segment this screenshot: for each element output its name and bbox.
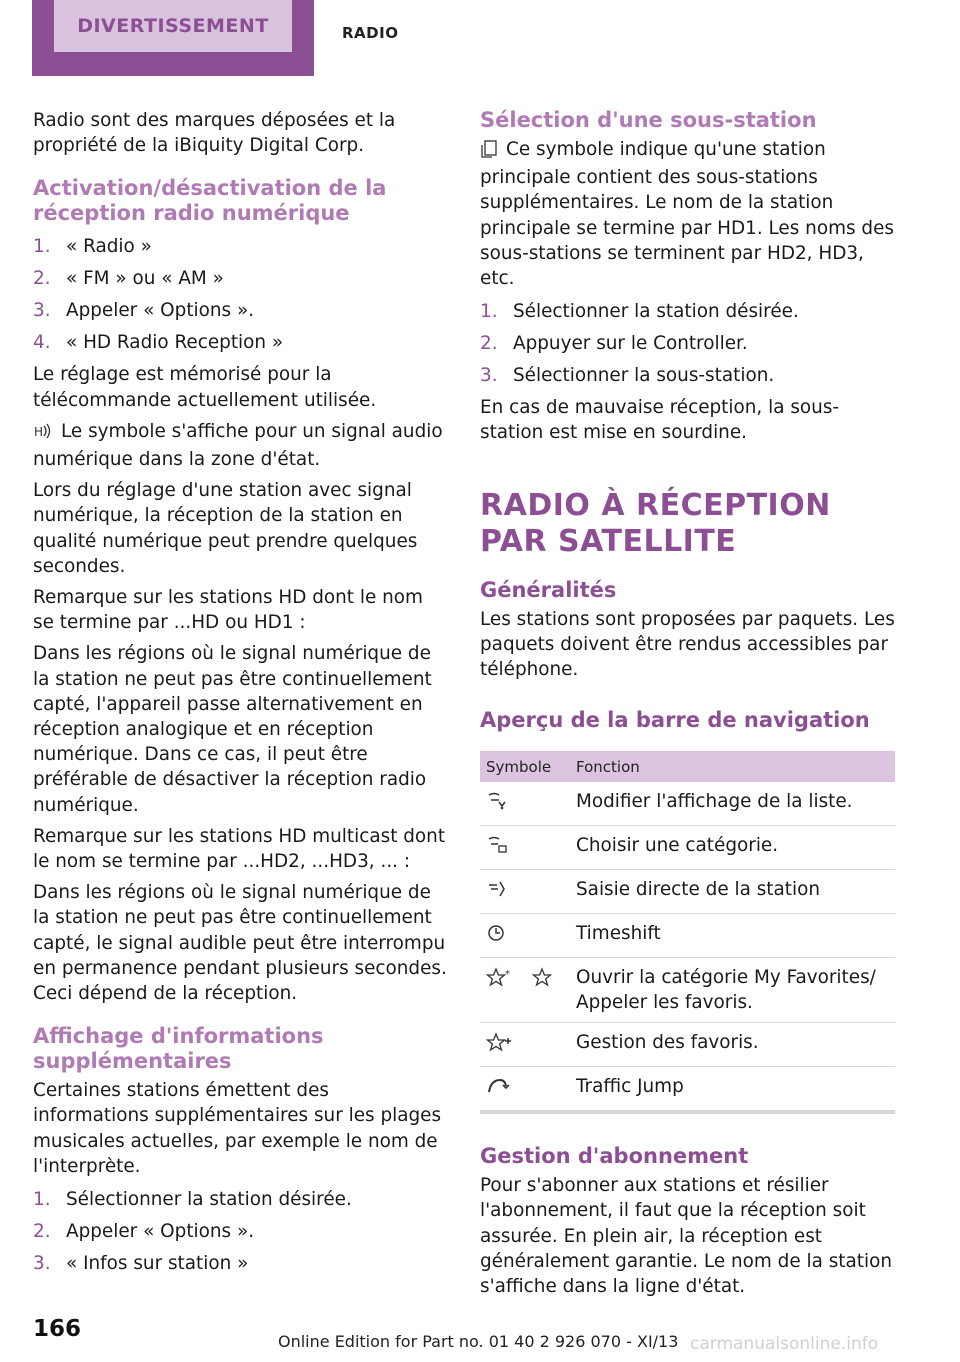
steps-activation [33,234,448,355]
table-header-row [480,751,895,782]
chapter-tab [32,0,314,76]
list-item: 3. « Infos sur station » [33,1253,249,1275]
intro-text: Radio sont des marques déposées et la propriété de la iBiquity Digital Corp. [33,110,396,157]
steps-affichage [33,1187,448,1276]
heading-sous-station: Sélection d'une sous-station [480,108,817,132]
table-row: * Ouvrir la catégorie My Favorites/ Appeler les favoris. [480,958,895,1023]
list-item: 2. « FM » ou « AM » [33,268,224,290]
regions-text-1: Dans les régions où le signal numérique de la station ne peut pas être continuellement capté, l'appareil passe alternativement en réception analogique et en réception numérique. Dans ce cas, il peut être préférable de désactiver la réception radio numérique. [33,643,432,816]
list-item: 4. « HD Radio Reception » [33,332,284,354]
generalites-text: Les stations sont proposées par paquets. Les paquets doivent être rendus accessibles par téléphone. [480,608,895,681]
direct-tune-icon [486,883,508,904]
navigation-table [480,751,895,1114]
heading-satellite: RADIO À RÉCEPTION PAR SATELLITE [480,487,831,559]
remarque-multicast: Remarque sur les stations HD multicast dont le nom se termine par ...HD2, ...HD3, ... : [33,825,446,873]
col-symbole: Symbole [480,751,570,782]
table-row: Timeshift [480,914,895,958]
steps-sous-station [480,299,895,388]
heading-generalites: Généralités [480,577,617,602]
list-item: 3. Sélectionner la sous-station. [480,365,775,387]
table-row: Gestion des favoris. [480,1023,895,1067]
svg-text:H: H [34,424,44,439]
list-item: 2. Appuyer sur le Controller. [480,333,748,355]
regions-text-2: Dans les régions où le signal numérique de la station ne peut pas être continuellement capté, le signal audible peut être interrompu en permanence pendant plusieurs secondes. Ceci dépend de la réception. [33,882,447,1005]
left-column [33,108,448,1283]
list-item: 3. Appeler « Options ». [33,300,255,322]
right-column [480,108,895,1305]
sous-station-paragraph: Ce symbole indique qu'une station principale contient des sous-stations supplémentaires. Le nom de la station principale se termine par HD1. Les noms des sous-stations se terminent par HD2, HD3, etc. [480,139,894,290]
chapter-tab-label: DIVERTISSEMENT [54,0,292,52]
list-item: 1. « Radio » [33,236,152,258]
favorites-star-icon [486,971,552,992]
substation-icon [480,140,498,165]
abonnement-text: Pour s'abonner aux stations et résilier l'abonnement, il faut que la réception soit assurée. En plein air, la réception est généralement garantie. Le nom de la station s'affiche dans la ligne d'état. [480,1175,893,1298]
list-item: 2. Appeler « Options ». [33,1221,255,1243]
table-row: Saisie directe de la station [480,870,895,914]
edition-footer: Online Edition for Part no. 01 40 2 926 070 - XI/13 [278,1332,679,1351]
category-icon [486,839,508,860]
section-title: RADIO [342,24,399,42]
affichage-text: Certaines stations émettent des informations supplémentaires sur les plages musicales actuelles, par exemple le nom de l'interprète. [33,1080,442,1177]
table-row: Traffic Jump [480,1067,895,1113]
hd-signal-icon [33,422,53,447]
col-fonction: Fonction [570,751,895,782]
watermark: carmanualsonline.info [690,1334,879,1354]
list-item: 1. Sélectionner la station désirée. [33,1189,352,1211]
table-row: Choisir une catégorie. [480,826,895,870]
page-number: 166 [33,1316,82,1342]
manage-favorites-icon [486,1036,512,1057]
traffic-jump-icon [486,1080,510,1101]
heading-apercu: Aperçu de la barre de navigation [480,708,870,733]
memo-text: Le réglage est mémorisé pour la télécommande actuellement utilisée. [33,364,377,411]
timeshift-icon [486,927,508,948]
reglage-text: Lors du réglage d'une station avec signal numérique, la réception de la station en qualité numérique peut prendre quelques secondes. [33,480,418,577]
remarque-hd1: Remarque sur les stations HD dont le nom se termine par ...HD ou HD1 : [33,587,423,634]
svg-text:*: * [505,969,510,981]
heading-affichage: Affichage d'informations supplémentaires [33,1024,324,1074]
table-row: Modifier l'affichage de la liste. [480,782,895,826]
heading-abonnement: Gestion d'abonnement [480,1144,749,1169]
hd-symbol-paragraph: H Le symbole s'affiche pour un signal audio numérique dans la zone d'état. [33,420,443,471]
mauvaise-reception-text: En cas de mauvaise réception, la sous-station est mise en sourdine. [480,397,840,444]
list-view-icon [486,795,508,816]
list-item: 1. Sélectionner la station désirée. [480,301,799,323]
heading-activation: Activation/désactivation de la réception radio numérique [33,176,387,226]
